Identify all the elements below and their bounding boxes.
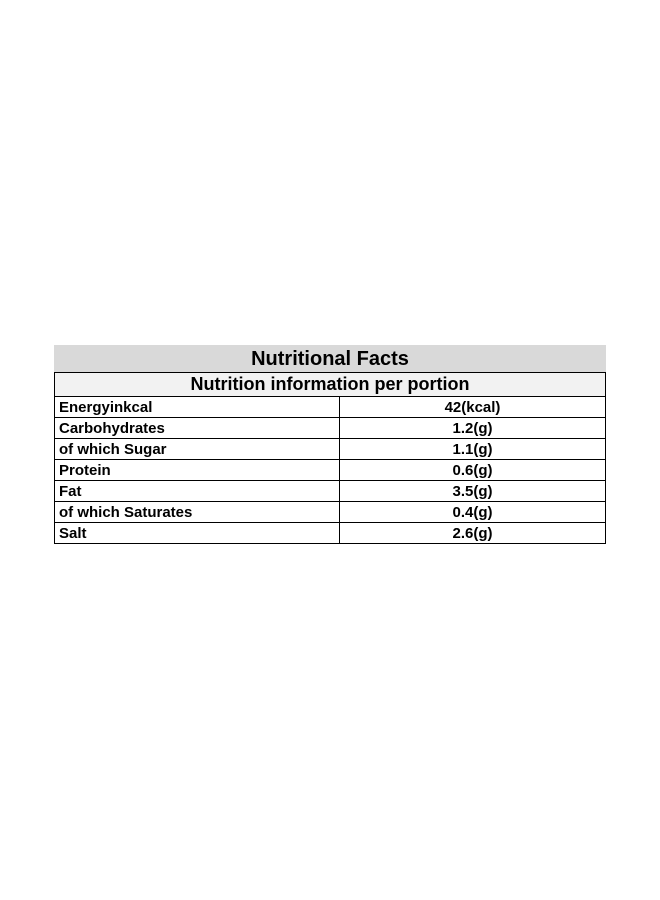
row-label: of which Sugar — [55, 439, 340, 460]
row-value: 1.2(g) — [340, 418, 606, 439]
row-value: 2.6(g) — [340, 523, 606, 544]
table-subtitle: Nutrition information per portion — [55, 373, 606, 397]
row-label: Energyinkcal — [55, 397, 340, 418]
table-title-row — [55, 346, 606, 373]
table-title: Nutritional Facts — [55, 346, 606, 373]
table-row-saturates — [55, 502, 606, 523]
row-label: Fat — [55, 481, 340, 502]
row-value: 3.5(g) — [340, 481, 606, 502]
table-row-sugar — [55, 439, 606, 460]
row-label: of which Saturates — [55, 502, 340, 523]
row-value: 0.4(g) — [340, 502, 606, 523]
row-label: Carbohydrates — [55, 418, 340, 439]
nutrition-facts-table — [54, 345, 606, 544]
row-value: 1.1(g) — [340, 439, 606, 460]
table-row-energy — [55, 397, 606, 418]
table-subtitle-row — [55, 373, 606, 397]
table-row-fat — [55, 481, 606, 502]
table-row-carbohydrates — [55, 418, 606, 439]
table-row-salt — [55, 523, 606, 544]
row-label: Protein — [55, 460, 340, 481]
row-label: Salt — [55, 523, 340, 544]
table-row-protein — [55, 460, 606, 481]
row-value: 0.6(g) — [340, 460, 606, 481]
row-value: 42(kcal) — [340, 397, 606, 418]
